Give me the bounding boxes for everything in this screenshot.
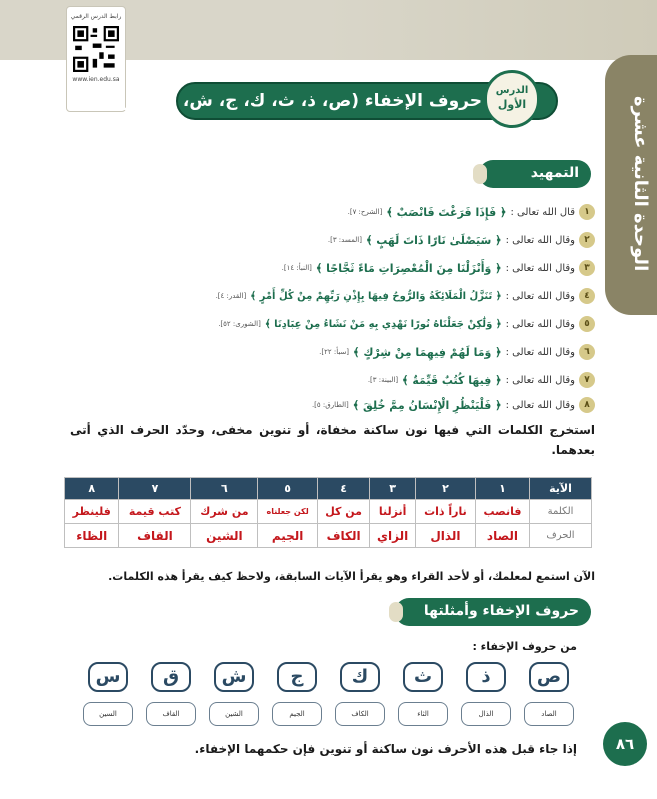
verse-intro: وقال الله تعالى : [505, 262, 575, 274]
verse-reference: [سبأ: ٢٢]. [319, 348, 350, 356]
word-cell: أنزلنا [370, 500, 416, 524]
verse-number: ٧ [579, 372, 595, 388]
table-header: ٦ [191, 478, 258, 500]
letter-glyph: س [88, 662, 128, 692]
row-label-letter: الحرف [530, 524, 592, 548]
listen-note: الآن استمع لمعلمك، أو لأحد القراء وهو يقرأ الآيات السابقة، ولاحظ كيف يقرأ هذه الكلمات. [108, 570, 595, 583]
verse-reference: [القدر: ٤]. [215, 292, 247, 300]
lesson-badge-bottom: الأول [497, 98, 527, 111]
answers-table [64, 477, 592, 548]
verse-row [216, 287, 595, 305]
table-header: ٤ [317, 478, 370, 500]
verse-text: ﴿ سَيَصْلَىٰ نَارًا ذَاتَ لَهَبٍ ﴾ [365, 233, 502, 247]
letter-cell: الذال [415, 524, 475, 548]
section2-heading: حروف الإخفاء وأمثلتها [395, 598, 591, 626]
letter-cell: الظاء [65, 524, 119, 548]
verse-number: ١ [579, 204, 595, 220]
from-letters-label: من حروف الإخفاء : [472, 640, 577, 653]
verse-text: ﴿ فَإِذَا فَرَغْتَ فَانْصَبْ ﴾ [386, 205, 507, 219]
letter-name: الصاد [524, 702, 574, 726]
verse-text: ﴿ تَنَزَّلُ الْمَلَائِكَةُ وَالرُّوحُ فِيهَا بِإِذْنِ رَبِّهِمْ مِنْ كُلِّ أَمْرٍ ﴾ [250, 290, 502, 302]
word-cell: فانصب [475, 500, 529, 524]
letter-name: الجيم [272, 702, 322, 726]
verse-number: ٥ [579, 316, 595, 332]
verse-reference: [البينة: ٣]. [367, 376, 399, 384]
letter-card [335, 660, 385, 730]
verse-intro: قال الله تعالى : [510, 206, 575, 218]
letter-glyph: ذ [466, 662, 506, 692]
verse-intro: وقال الله تعالى : [505, 374, 575, 386]
letter-glyph: ق [151, 662, 191, 692]
verse-number: ٣ [579, 260, 595, 276]
table-header: ٢ [415, 478, 475, 500]
table-header: الآية [530, 478, 592, 500]
lesson-title: حروف الإخفاء (ص، ذ، ث، ك، ج، ش، ق ، س) [112, 91, 482, 111]
letter-cell: القاف [119, 524, 191, 548]
table-header: ٥ [258, 478, 317, 500]
letter-card [209, 660, 259, 730]
verse-row [319, 343, 595, 361]
word-cell: فلينظر [65, 500, 119, 524]
verse-intro: وقال الله تعالى : [505, 290, 575, 302]
unit-title: الوحدة الثانية عشرة [630, 96, 651, 272]
rule-text: إذا جاء قبل هذه الأحرف نون ساكنة أو تنوين فإن حكمهما الإخفاء. [194, 742, 577, 756]
verse-text: ﴿ وَمَا لَهُمْ فِيهِمَا مِنْ شِرْكٍ ﴾ [353, 345, 502, 359]
verse-reference: [الطارق: ٥]. [311, 401, 349, 409]
letter-name: الكاف [335, 702, 385, 726]
table-header: ٣ [370, 478, 416, 500]
verse-reference: [النبأ: ١٤]. [281, 264, 312, 272]
verse-row [312, 396, 595, 414]
word-cell: ناراً ذات [415, 500, 475, 524]
letter-cell: الكاف [317, 524, 370, 548]
letter-name: القاف [146, 702, 196, 726]
qr-code-icon [73, 26, 119, 72]
verse-number: ٢ [579, 232, 595, 248]
letter-cards [80, 660, 574, 730]
letter-glyph: ث [403, 662, 443, 692]
verse-text: ﴿ وَلَٰكِنْ جَعَلْنَاهُ نُورًا نَهْدِي بِهِ مَنْ نَشَاءُ مِنْ عِبَادِنَا ﴾ [264, 318, 502, 330]
verse-intro: وقال الله تعالى : [505, 234, 575, 246]
verse-row [348, 203, 595, 221]
lesson-badge-top: الدرس [495, 85, 529, 96]
letter-card [461, 660, 511, 730]
letter-name: الذال [461, 702, 511, 726]
verse-text: ﴿ فِيهَا كُتُبٌ قَيِّمَةٌ ﴾ [402, 373, 502, 387]
word-cell: من شرك [191, 500, 258, 524]
letter-glyph: ش [214, 662, 254, 692]
letter-cell: الجيم [258, 524, 317, 548]
verse-row [218, 315, 595, 333]
page-number: ٨٦ [603, 722, 647, 766]
verse-reference: [المسد: ٣]. [327, 236, 362, 244]
letter-card [272, 660, 322, 730]
letter-card [524, 660, 574, 730]
verse-row [368, 371, 595, 389]
verse-number: ٨ [579, 397, 595, 413]
letter-glyph: ك [340, 662, 380, 692]
verse-text: ﴿ فَلْيَنْظُرِ الْإِنْسَانُ مِمَّ خُلِقَ ﴾ [352, 398, 502, 412]
letter-cell: الصاد [475, 524, 529, 548]
lesson-badge [484, 70, 540, 128]
letter-name: الثاء [398, 702, 448, 726]
table-header: ١ [475, 478, 529, 500]
row-label-word: الكلمة [530, 500, 592, 524]
instruction-text: استخرج الكلمات التي فيها نون ساكنة مخفاة، أو تنوين مخفى، وحدّد الحرف الذي أتى بعدهما. [70, 423, 595, 457]
letter-glyph: ص [529, 662, 569, 692]
verse-number: ٦ [579, 344, 595, 360]
letter-cell: الشين [191, 524, 258, 548]
verse-intro: وقال الله تعالى : [505, 318, 575, 330]
letter-cell: الزاي [370, 524, 416, 548]
letter-card [83, 660, 133, 730]
table-header: ٧ [119, 478, 191, 500]
letter-card [398, 660, 448, 730]
qr-url[interactable]: www.ien.edu.sa [72, 76, 120, 83]
verse-row [282, 259, 595, 277]
verse-row [328, 231, 595, 249]
letter-name: السين [83, 702, 133, 726]
table-header: ٨ [65, 478, 119, 500]
letter-glyph: ج [277, 662, 317, 692]
verse-number: ٤ [579, 288, 595, 304]
intro-heading: التمهيد [479, 160, 591, 188]
word-cell: من كل [317, 500, 370, 524]
verse-reference: [الشرح: ٧]. [347, 208, 383, 216]
verse-reference: [الشورى: ٥٢]. [218, 320, 261, 328]
letter-name: الشين [209, 702, 259, 726]
word-cell: كتب قيمة [119, 500, 191, 524]
verse-text: ﴿ وَأَنْزَلْنَا مِنَ الْمُعْصِرَاتِ مَاءً ثَجَّاجًا ﴾ [315, 261, 502, 275]
word-cell: لكن جعلناه [258, 500, 317, 524]
verse-intro: وقال الله تعالى : [505, 346, 575, 358]
letter-card [146, 660, 196, 730]
qr-caption: رابط الدرس الرقمي [70, 13, 122, 20]
verse-intro: وقال الله تعالى : [505, 399, 575, 411]
